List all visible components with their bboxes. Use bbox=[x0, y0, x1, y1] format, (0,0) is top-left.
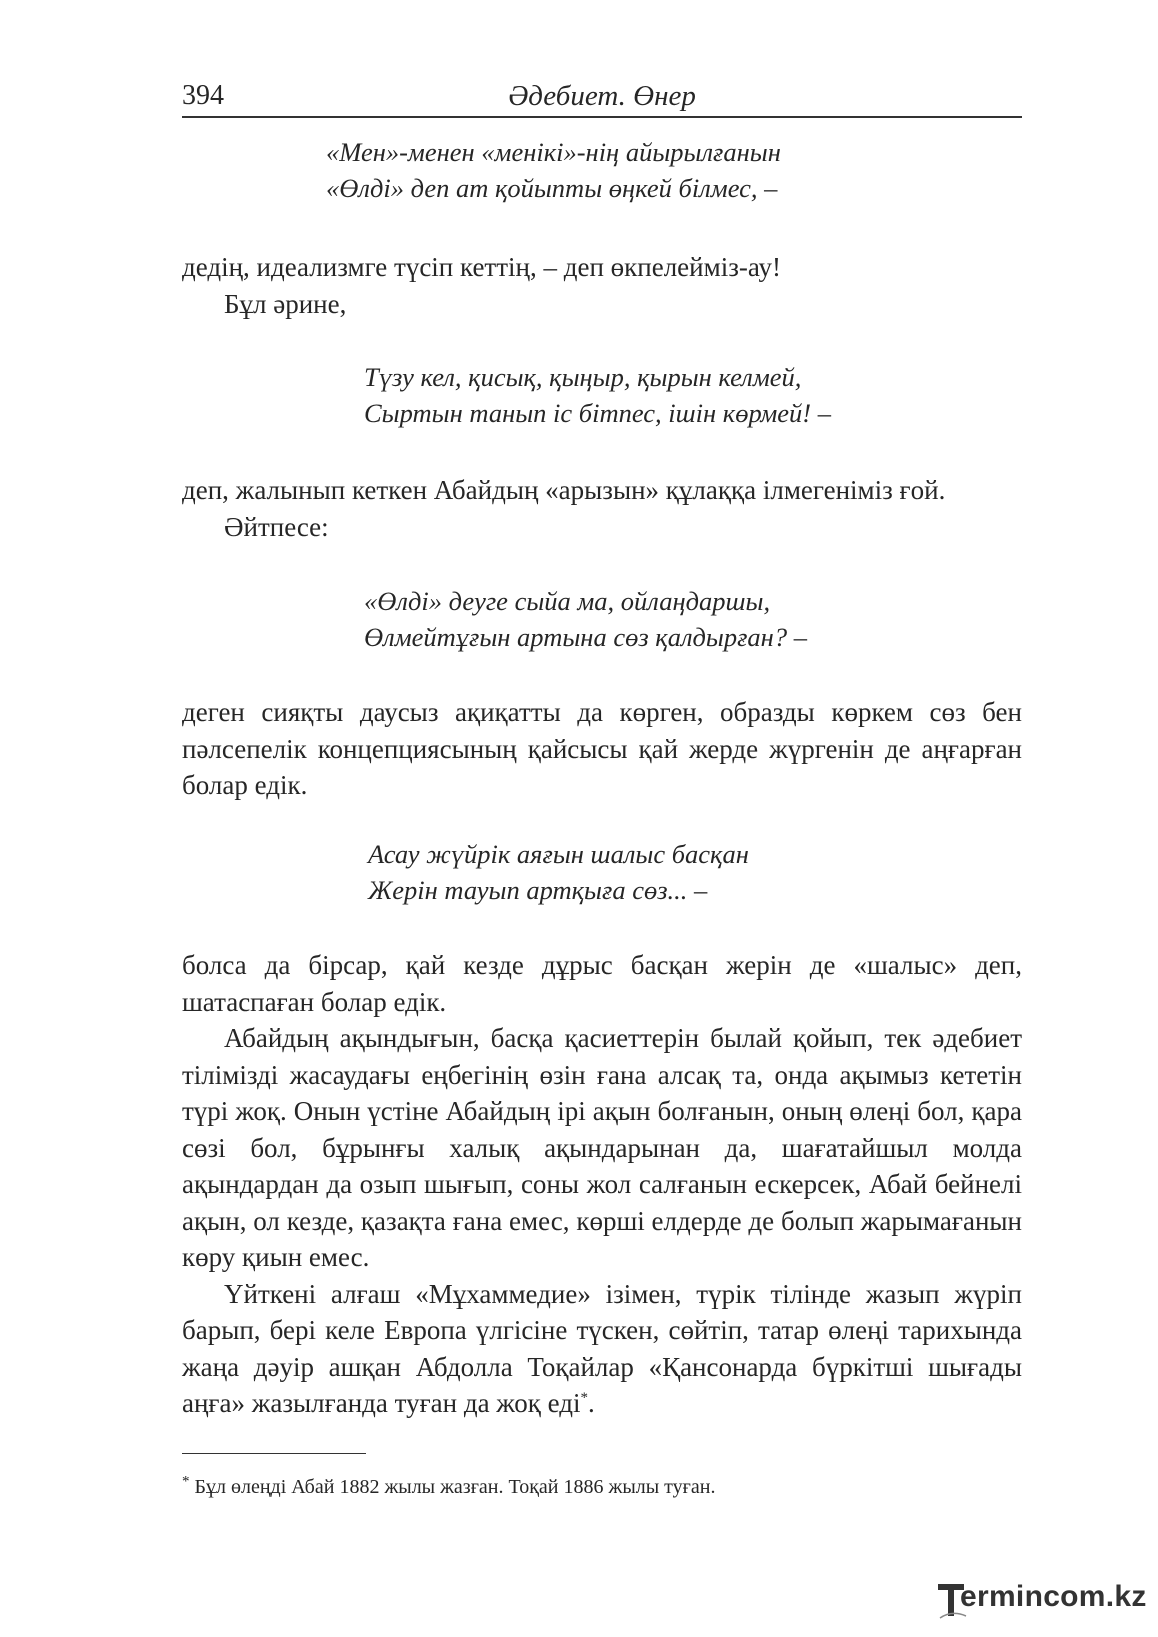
prose-block-1 bbox=[182, 249, 1022, 322]
prose-block-4 bbox=[182, 947, 1022, 1422]
verse-quote-1 bbox=[326, 134, 781, 206]
verse-line: Жерін тауып артқыға сөз... – bbox=[368, 875, 708, 905]
page-number: 394 bbox=[182, 80, 224, 111]
site-watermark bbox=[938, 1580, 1148, 1626]
footnote-mark: * bbox=[182, 1473, 190, 1490]
verse-line: «Өлді» деп ат қойыпты өңкей білмес, – bbox=[326, 173, 778, 203]
verse-line: «Өлді» деуге сыйа ма, ойлаңдаршы, bbox=[364, 586, 771, 616]
paragraph: деп, жалынып кеткен Абайдың «арызын» құлаққа ілмегеніміз ғой. bbox=[182, 475, 946, 505]
paragraph: Бұл әрине, bbox=[224, 288, 347, 319]
paragraph bbox=[182, 1276, 1022, 1422]
verse-quote-2 bbox=[364, 359, 831, 431]
verse-line: Сыртын танып іс бітпес, ішін көрмей! – bbox=[364, 398, 832, 428]
verse-line: Түзу кел, қисық, қыңыр, қырын келмей, bbox=[364, 362, 802, 392]
prose-block-3 bbox=[182, 694, 1022, 804]
footnote-reference[interactable]: * bbox=[580, 1390, 589, 1406]
page-header bbox=[182, 78, 1022, 118]
watermark-text: ermincom.kz bbox=[960, 1580, 1147, 1613]
footnote bbox=[182, 1473, 716, 1499]
verse-line: «Мен»-менен «менікі»-нің айырылғанын bbox=[326, 137, 781, 167]
paragraph: дедің, идеализмге түсіп кеттің, – деп өкпелейміз-ау! bbox=[182, 252, 781, 282]
verse-line: Өлмейтұғын артына сөз қалдырған? – bbox=[364, 622, 807, 652]
verse-quote-4 bbox=[368, 836, 749, 908]
footnote-text: Бұл өлеңді Абай 1882 жылы жазған. Тоқай 1886 жылы туған. bbox=[189, 1476, 716, 1498]
paragraph: деген сияқты даусыз ақиқатты да көрген, образды көркем сөз бен пәлсепелік концепциясының қайсысы қай жерде жүргенін де аңғарған болар едік. bbox=[182, 697, 1022, 800]
paragraph: болса да бірсар, қай кезде дұрыс басқан жерін де «шалыс» деп, шатаспаған болар едік. bbox=[182, 950, 1022, 1017]
running-title: Әдебиет. Өнер bbox=[508, 80, 696, 112]
verse-line: Асау жүйрік аяғын шалыс басқан bbox=[368, 839, 749, 869]
paragraph: Абайдың ақындығын, басқа қасиеттерін былай қойып, тек әдебиет тілімізді жасаудағы еңбегінің өзін ғана алсақ та, онда ақымыз кететін түрі жоқ. Онын үстіне Абайдың ірі ақын болғанын, оның өлеңі бол, қара сөзі бол, бұрынғы халық ақындарынан да, шағатайшыл молда ақындардан да озып шығып, соны жол салғанын ескерсек, Абай бейнелі ақын, ол кезде, қазақта ғана емес, көрші елдерде де болып жарымағанын көру қиын емес. bbox=[182, 1023, 1022, 1272]
verse-quote-3 bbox=[364, 583, 807, 655]
paragraph-end: . bbox=[588, 1388, 595, 1418]
paragraph-text: Үйткені алғаш «Мұхаммедие» ізімен, түрік тілінде жазып жүріп барып, бері келе Европа үлгісіне түскен, сөйтіп, татар өлеңі тарихында жаңа дәуір ашқан Абдолла Тоқайлар «Қансонарда бүркітші шығады аңға» жазылғанда туған да жоқ еді bbox=[182, 1278, 1022, 1418]
prose-block-2 bbox=[182, 472, 1022, 545]
paragraph: Әйтпесе: bbox=[224, 511, 329, 542]
footnote-separator bbox=[182, 1453, 366, 1454]
